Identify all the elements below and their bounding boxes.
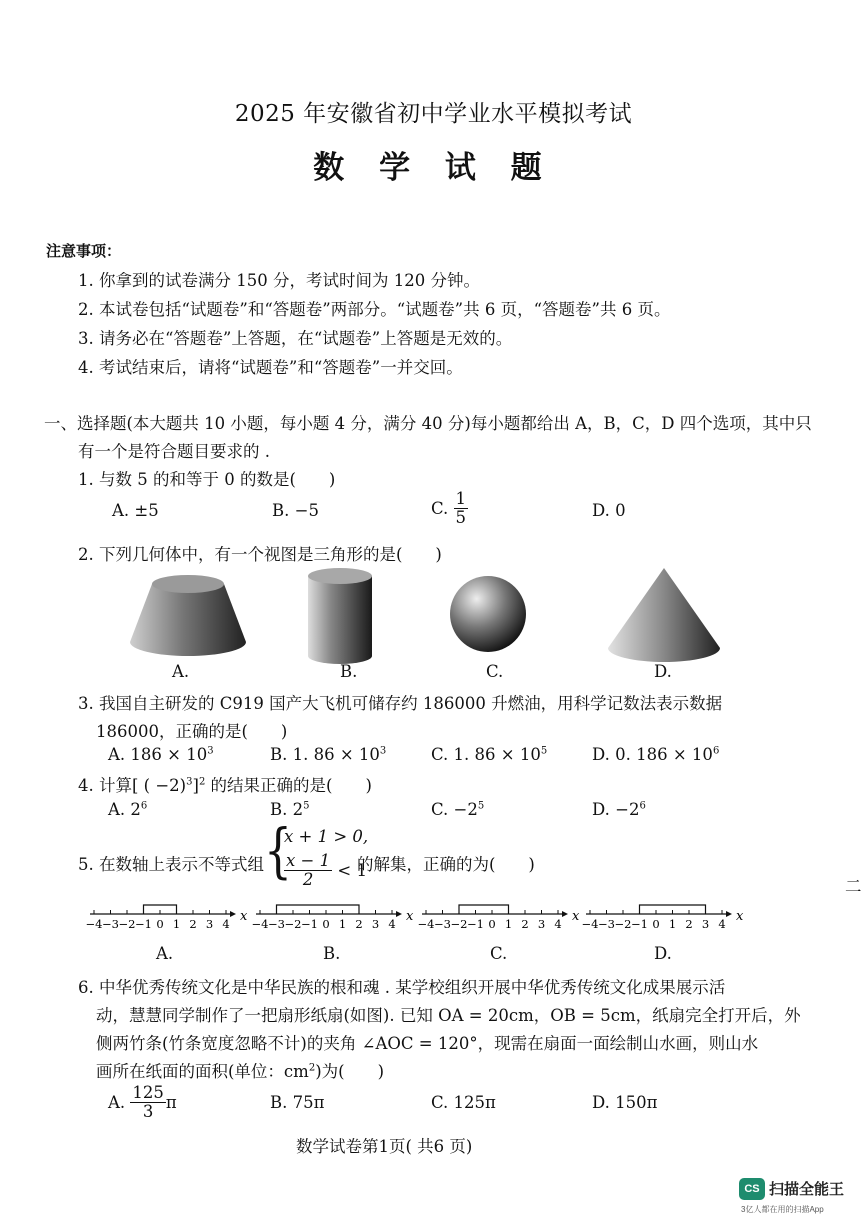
subject-title: 数 学 试 题 xyxy=(313,150,554,186)
q4-option-c xyxy=(431,800,484,819)
fraction xyxy=(284,852,332,889)
fraction xyxy=(454,490,469,527)
tick-label: 0 xyxy=(156,917,164,931)
tick-label: 0 xyxy=(322,917,330,931)
q3-d-exp: 6 xyxy=(712,745,720,757)
axis-variable: x xyxy=(572,909,580,924)
q3-a-base: A. 186 × 10 xyxy=(108,745,208,764)
frustum-shape xyxy=(130,575,246,656)
axis-arrow xyxy=(726,911,732,917)
question-6-stem: 6. 中华优秀传统文化是中华民族的根和魂 . 某学校组织开展中华优秀传统文化成果展示活 xyxy=(78,978,726,997)
sphere-shape xyxy=(450,576,526,652)
q3-option-c xyxy=(431,745,547,764)
inequality-1: x + 1 > 0, xyxy=(284,827,369,846)
axis-arrow xyxy=(396,911,402,917)
axis-variable: x xyxy=(240,909,248,924)
axis-arrow xyxy=(562,911,568,917)
axis-variable: x xyxy=(406,909,414,924)
q3-c-base: C. 1. 86 × 10 xyxy=(431,745,541,764)
q2-label-d: D. xyxy=(654,662,672,681)
q4-option-d xyxy=(592,800,646,819)
q4-stem-exp: 3 xyxy=(186,776,193,788)
q6-a-prefix: A. xyxy=(108,1093,126,1113)
tick-label: −1 xyxy=(301,917,318,931)
solids-figure xyxy=(120,562,820,684)
q4-stem-pre: 4. 计算[ ( −2) xyxy=(78,776,187,795)
q4-c-exp: 5 xyxy=(477,800,485,812)
side-mark: 二 xyxy=(845,877,862,896)
question-6-stem: 动，慧慧同学制作了一把扇形纸扇(如图). 已知 OA = 20cm，OB = 5cm，纸扇完全打开后，外 xyxy=(96,1006,801,1025)
tick-label: −1 xyxy=(135,917,152,931)
q4-option-a xyxy=(108,800,147,819)
tick-label: 4 xyxy=(388,917,396,931)
axis-variable: x xyxy=(736,909,744,924)
q5-label-b: B. xyxy=(323,944,341,963)
q1-option-c-prefix: C. xyxy=(431,499,449,519)
q4-b-base: B. 2 xyxy=(270,800,304,819)
notice-item: 1. 你拿到的试卷满分 150 分，考试时间为 120 分钟。 xyxy=(78,271,480,290)
tick-label: −2 xyxy=(284,917,302,931)
question-2-stem: 2. 下列几何体中，有一个视图是三角形的是( ) xyxy=(78,545,442,564)
tick-label: 1 xyxy=(338,917,347,931)
tick-label: 4 xyxy=(718,917,726,931)
tick-label: −4 xyxy=(581,917,599,931)
number-lines xyxy=(85,900,748,942)
q6-line4-exp: 2 xyxy=(308,1062,316,1074)
notice-item: 4. 考试结束后，请将“试题卷”和“答题卷”一并交回。 xyxy=(78,358,463,377)
solution-bracket xyxy=(459,905,509,914)
tick-label: −1 xyxy=(467,917,484,931)
question-1-stem: 1. 与数 5 的和等于 0 的数是( ) xyxy=(78,470,336,489)
q3-b-base: B. 1. 86 × 10 xyxy=(270,745,380,764)
scanner-brand-name: 扫描全能王 xyxy=(769,1181,845,1198)
tick-label: 1 xyxy=(668,917,677,931)
tick-label: 2 xyxy=(521,917,529,931)
tick-label: 3 xyxy=(537,917,546,931)
q4-stem-exp: 2 xyxy=(198,776,206,788)
q5-label-c: C. xyxy=(490,944,508,963)
q1-option-c xyxy=(431,490,468,527)
tick-label: 3 xyxy=(701,917,710,931)
number-line-a xyxy=(86,905,248,931)
page-footer: 数学试卷第1页( 共6 页) xyxy=(296,1137,473,1156)
q6-line4-post: )为( ) xyxy=(315,1062,385,1081)
denominator: 2 xyxy=(302,870,314,890)
notice-heading: 注意事项： xyxy=(46,242,122,260)
scanner-watermark xyxy=(739,1176,851,1220)
q6-option-a xyxy=(108,1084,177,1121)
cylinder-shape xyxy=(308,568,372,664)
q4-a-exp: 6 xyxy=(140,800,148,812)
denominator: 5 xyxy=(455,508,467,528)
q1-option-b: B. −5 xyxy=(272,501,319,520)
q4-b-exp: 5 xyxy=(303,800,310,812)
tick-label: 2 xyxy=(189,917,197,931)
fraction xyxy=(130,1084,166,1121)
q6-option-b: B. 75π xyxy=(270,1093,325,1112)
q3-a-exp: 3 xyxy=(207,745,214,757)
solution-bracket xyxy=(277,905,360,914)
tick-label: 0 xyxy=(488,917,496,931)
tick-label: 4 xyxy=(222,917,230,931)
tick-label: −4 xyxy=(251,917,269,931)
exam-title: 2025 年安徽省初中学业水平模拟考试 xyxy=(234,101,633,127)
question-4-stem xyxy=(78,772,372,796)
cone-shape xyxy=(608,568,720,662)
number-line-d xyxy=(582,905,744,931)
question-5-stem: 5. 在数轴上表示不等式组 xyxy=(78,855,264,874)
q6-line4-pre: 画所在纸面的面积(单位：cm xyxy=(96,1062,309,1081)
scanner-tagline: 3亿人都在用的扫描App xyxy=(741,1205,824,1214)
number-line-c xyxy=(418,905,580,931)
q4-a-base: A. 2 xyxy=(108,800,141,819)
q3-option-d xyxy=(592,745,719,764)
q4-c-base: C. −2 xyxy=(431,800,478,819)
tick-label: 1 xyxy=(504,917,513,931)
notice-item: 2. 本试卷包括“试题卷”和“答题卷”两部分。“试题卷”共 6 页，“答题卷”共 6 页。 xyxy=(78,300,671,319)
tick-label: −2 xyxy=(118,917,136,931)
q6-option-c: C. 125π xyxy=(431,1093,496,1112)
inequality-2 xyxy=(284,852,367,889)
q2-label-c: C. xyxy=(486,662,504,681)
tick-label: −4 xyxy=(85,917,103,931)
axis-arrow xyxy=(230,911,236,917)
q2-label-b: B. xyxy=(340,662,358,681)
q6-a-suffix: π xyxy=(165,1093,177,1113)
q1-option-d: D. 0 xyxy=(592,501,626,520)
q3-option-a xyxy=(108,745,214,764)
q5-label-a: A. xyxy=(156,944,174,963)
question-3-stem: 3. 我国自主研发的 C919 国产大飞机可储存约 186000 升燃油，用科学记数法表示数据 xyxy=(78,694,723,713)
q3-b-exp: 3 xyxy=(379,745,387,757)
tick-label: −4 xyxy=(417,917,435,931)
tick-label: −2 xyxy=(614,917,632,931)
q6-option-d: D. 150π xyxy=(592,1093,658,1112)
tick-label: 1 xyxy=(172,917,181,931)
numerator: 125 xyxy=(132,1083,164,1102)
tick-label: 2 xyxy=(685,917,693,931)
question-6-stem: 侧两竹条(竹条宽度忽略不计)的夹角 ∠AOC = 120°，现需在扇面一面绘制山水画，则山水 xyxy=(96,1034,759,1053)
question-3-stem: 186000，正确的是( ) xyxy=(96,722,288,741)
question-5-stem: 的解集，正确的为( ) xyxy=(357,855,535,874)
denominator: 3 xyxy=(142,1102,154,1122)
scanner-logo-icon: CS xyxy=(739,1178,765,1200)
q4-stem-post: 的结果正确的是( ) xyxy=(205,776,372,795)
tick-label: 0 xyxy=(652,917,660,931)
question-6-stem xyxy=(96,1058,384,1082)
numerator: x − 1 xyxy=(286,851,331,870)
q4-d-exp: 6 xyxy=(639,800,646,812)
numerator: 1 xyxy=(455,489,467,508)
q4-d-base: D. −2 xyxy=(592,800,640,819)
q3-c-exp: 5 xyxy=(540,745,548,757)
section-heading: 有一个是符合题目要求的 . xyxy=(78,442,270,461)
tick-label: 3 xyxy=(371,917,380,931)
tick-label: −1 xyxy=(631,917,648,931)
q3-option-b xyxy=(270,745,386,764)
tick-label: 2 xyxy=(355,917,363,931)
tick-label: −3 xyxy=(268,917,285,931)
tick-label: −3 xyxy=(434,917,451,931)
notice-item: 3. 请务必在“答题卷”上答题，在“试题卷”上答题是无效的。 xyxy=(78,329,513,348)
q4-stem-mid: ] xyxy=(192,776,199,795)
inequality-2-relation: < 1 xyxy=(337,861,367,881)
q5-label-d: D. xyxy=(654,944,672,963)
number-line-b xyxy=(252,905,414,931)
tick-label: −3 xyxy=(102,917,119,931)
q2-label-a: A. xyxy=(172,662,190,681)
q1-option-a: A. ±5 xyxy=(112,501,159,520)
section-heading: 一、选择题(本大题共 10 小题，每小题 4 分，满分 40 分)每小题都给出 A，B，C，D 四个选项，其中只 xyxy=(44,414,812,433)
tick-label: −3 xyxy=(598,917,615,931)
tick-label: 3 xyxy=(205,917,214,931)
brace-glyph: { xyxy=(264,816,292,886)
q3-d-base: D. 0. 186 × 10 xyxy=(592,745,713,764)
tick-label: −2 xyxy=(450,917,468,931)
tick-label: 4 xyxy=(554,917,562,931)
